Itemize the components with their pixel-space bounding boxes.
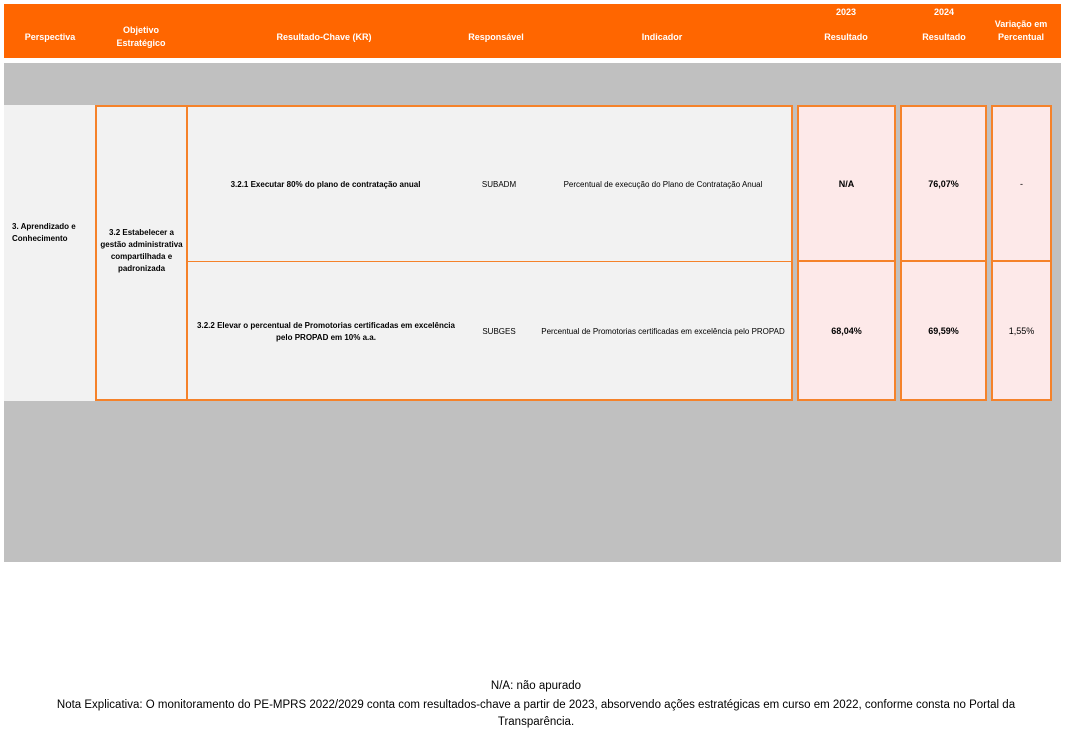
variacao-row2 [991, 260, 1052, 401]
header-kr: Resultado-Chave (KR) [276, 32, 372, 42]
objetivo-text: 3.2 Estabelecer a gestão administrativa compartilhada e padronizada [100, 228, 183, 273]
value-variacao-row2: 1,55% [1008, 326, 1035, 336]
header-objetivo: Objetivo Estratégico [116, 25, 166, 48]
kr-text-2: 3.2.2 Elevar o percentual de Promotorias certificadas em excelência pelo PROPAD em 10% a.a. [197, 321, 455, 342]
indicador-2: Percentual de Promotorias certificadas em excelência pelo PROPAD [541, 327, 785, 336]
result-2024-row1 [900, 105, 987, 262]
footer-na-note: N/A: não apurado [490, 680, 582, 692]
table-header [4, 4, 1061, 58]
header-responsavel: Responsável [468, 32, 524, 42]
perspectiva-cell [4, 105, 95, 401]
indicador-1: Percentual de execução do Plano de Contratação Anual [563, 180, 763, 189]
value-variacao-row1: - [1020, 179, 1023, 189]
header-variacao: Variação em Percentual [994, 19, 1048, 42]
header-indicador: Indicador [641, 32, 683, 42]
header-resultado-2023: Resultado [824, 32, 868, 42]
value-2023-row1: N/A [838, 179, 855, 189]
kr-text-1: 3.2.1 Executar 80% do plano de contratação anual [230, 180, 421, 189]
variacao-row1 [991, 105, 1052, 262]
value-2024-row1: 76,07% [928, 179, 959, 189]
result-2023-row2 [797, 260, 896, 401]
header-divider [4, 59, 1061, 61]
perspectiva-text: 3. Aprendizado e Conhecimento [12, 222, 76, 243]
header-resultado-2024: Resultado [922, 32, 966, 42]
result-2023-row1 [797, 105, 896, 262]
kr-rows-container [186, 105, 793, 401]
footer-explanatory-note: Nota Explicativa: O monitoramento do PE-MPRS 2022/2029 conta com resultados-chave a partir de 2023, absorvendo ações estratégicas em curso em 2022, conforme consta no Portal da Transparência. [56, 699, 1016, 728]
header-year-2023: 2023 [835, 7, 857, 17]
objetivo-cell [95, 105, 188, 401]
value-2024-row2: 69,59% [928, 326, 959, 336]
header-perspectiva: Perspectiva [24, 32, 76, 42]
responsavel-2: SUBGES [482, 327, 516, 336]
result-2024-row2 [900, 260, 987, 401]
header-year-2024: 2024 [933, 7, 955, 17]
value-2023-row2: 68,04% [831, 326, 862, 336]
row-divider [188, 261, 791, 262]
responsavel-1: SUBADM [481, 180, 517, 189]
